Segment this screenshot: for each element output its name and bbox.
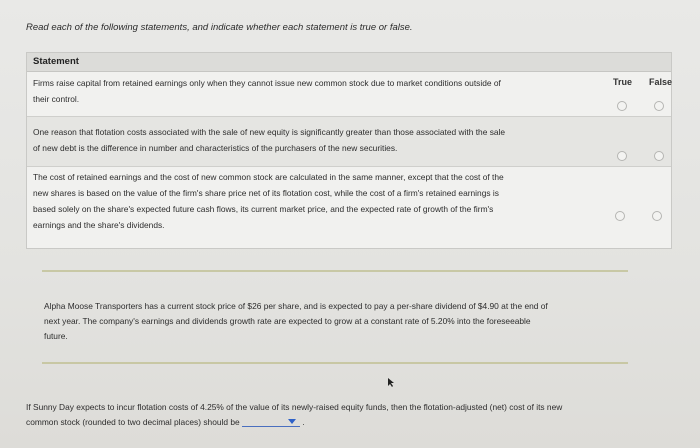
section-divider xyxy=(42,270,628,272)
table-row xyxy=(27,72,671,117)
sunny-paragraph: If Sunny Day expects to incur flotation costs of 4.25% of the value of its newly-raised equity funds, then the flotation-adjusted (net) cost of its new common stock (rounded to two decimal places) should be . xyxy=(26,402,563,427)
section-divider xyxy=(42,362,628,364)
statement-table xyxy=(26,52,672,249)
statement-text: One reason that flotation costs associated with the sale of new equity is significantly greater than those associated with the sale of new debt is the difference in number and characteristics of the purchasers of the new securities. xyxy=(33,127,506,153)
table-row xyxy=(27,167,671,248)
radio-false[interactable] xyxy=(654,101,664,111)
statement-text: Firms raise capital from retained earnings only when they cannot issue new common stock due to market conditions outside of their control. xyxy=(33,78,501,104)
radio-true[interactable] xyxy=(617,101,627,111)
mouse-cursor-icon xyxy=(387,378,395,388)
header-true: True xyxy=(613,77,633,87)
net-cost-dropdown[interactable] xyxy=(242,416,300,427)
radio-true[interactable] xyxy=(615,211,625,221)
alpha-paragraph: Alpha Moose Transporters has a current stock price of $26 per share, and is expected to pay a per-share dividend of $4.90 at the end of next year. The company's earnings and dividends growth rate are expected to grow at a constant rate of 5.20% into the foreseeable future. xyxy=(44,301,548,341)
statement-text: The cost of retained earnings and the cost of new common stock are calculated in the same manner, except that the cost of the new shares is based on the value of the firm's share price net of its flotation cost, while the cost of a firm's retained earnings is based solely on the share's expected future cash flows, its current market price, and the expected rate of growth of the firm's earnings and the share's dividends. xyxy=(33,172,504,230)
header-false: False xyxy=(649,77,673,87)
header-statement: Statement xyxy=(33,56,79,67)
radio-false[interactable] xyxy=(652,211,662,221)
table-header xyxy=(27,53,671,72)
radio-true[interactable] xyxy=(617,151,627,161)
radio-false[interactable] xyxy=(654,151,664,161)
table-row xyxy=(27,117,671,167)
chevron-down-icon xyxy=(288,419,296,424)
instructions-text: Read each of the following statements, and indicate whether each statement is true or false. xyxy=(26,22,413,33)
